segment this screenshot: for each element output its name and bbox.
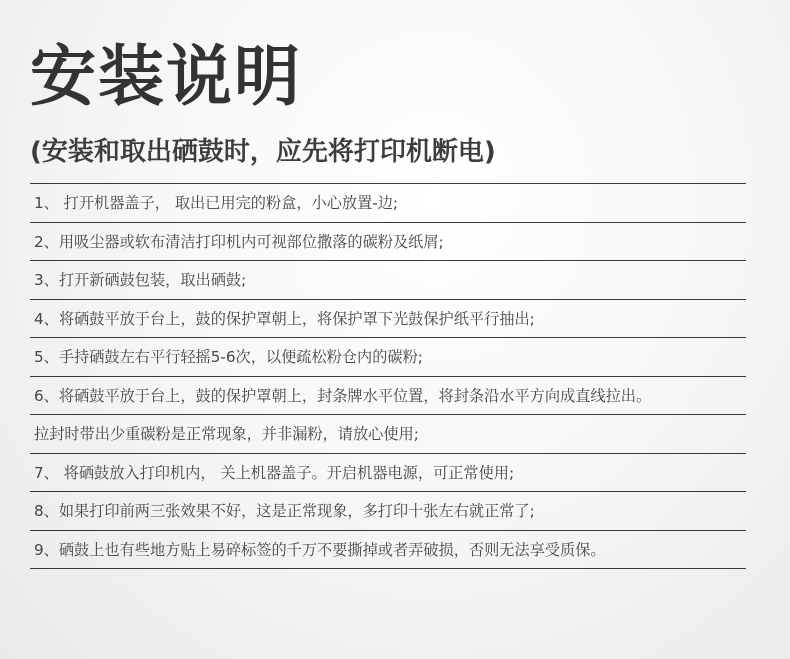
instruction-item: 7、 将硒鼓放入打印机内， 关上机器盖子。开启机器电源，可正常使用;: [30, 454, 746, 493]
page-title: 安装说明: [30, 38, 302, 115]
instruction-item: 3、打开新硒鼓包装，取出硒鼓;: [30, 261, 746, 300]
instruction-item: 9、硒鼓上也有些地方贴上易碎标签的千万不要撕掉或者弄破损，否则无法享受质保。: [30, 531, 746, 570]
page-subtitle: (安装和取出硒鼓时，应先将打印机断电): [30, 137, 496, 167]
instruction-item: 5、手持硒鼓左右平行轻摇5-6次，以便疏松粉仓内的碳粉;: [30, 338, 746, 377]
instruction-item: 2、用吸尘器或软布清洁打印机内可视部位撒落的碳粉及纸屑;: [30, 223, 746, 262]
instruction-list: [30, 183, 746, 569]
instruction-item: 1、 打开机器盖子， 取出已用完的粉盒，小心放置-边;: [30, 184, 746, 223]
instruction-item: 8、如果打印前两三张效果不好，这是正常现象，多打印十张左右就正常了;: [30, 492, 746, 531]
instruction-item: 4、将硒鼓平放于台上，鼓的保护罩朝上，将保护罩下光鼓保护纸平行抽出;: [30, 300, 746, 339]
instruction-item: 6、将硒鼓平放于台上，鼓的保护罩朝上，封条牌水平位置，将封条沿水平方向成直线拉出。: [30, 377, 746, 416]
instruction-item: 拉封时带出少重碳粉是正常现象，并非漏粉，请放心使用;: [30, 415, 746, 454]
